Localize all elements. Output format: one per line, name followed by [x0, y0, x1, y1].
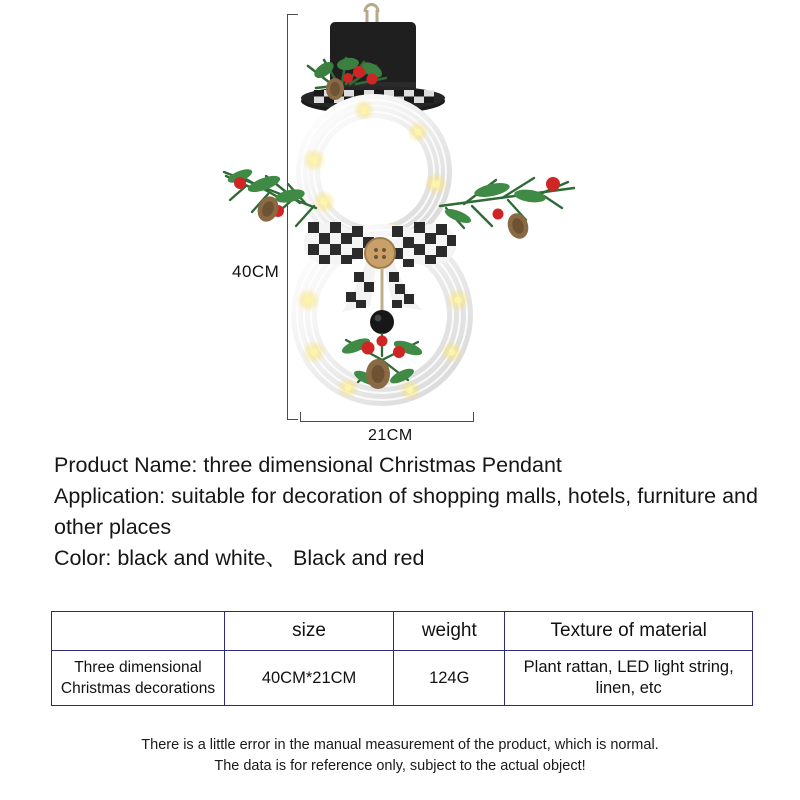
table-header-size: size	[224, 612, 393, 651]
table-header-row	[52, 612, 753, 651]
description-color: Color: black and white、 Black and red	[54, 546, 425, 570]
table-header-weight: weight	[394, 612, 505, 651]
table-header-texture: Texture of material	[505, 612, 753, 651]
specification-table	[51, 611, 753, 706]
description-product-name: Product Name: three dimensional Christmas Pendant	[54, 453, 562, 477]
cell-product-name: Three dimensional Christmas decorations	[52, 651, 225, 706]
table-header-name	[52, 612, 225, 651]
snowman-wreath-illustration	[196, 0, 616, 440]
table-row	[52, 651, 753, 706]
vertical-dimension-label: 40CM	[232, 262, 280, 281]
description-application: Application: suitable for decoration of shopping malls, hotels, furniture and other places	[54, 484, 758, 539]
cell-texture: Plant rattan, LED light string, linen, etc	[505, 651, 753, 706]
cell-size: 40CM*21CM	[224, 651, 393, 706]
disclaimer-line-1: There is a little error in the manual measurement of the product, which is normal.	[141, 737, 659, 753]
measurement-disclaimer	[0, 735, 800, 777]
product-description	[54, 450, 764, 574]
disclaimer-line-2: The data is for reference only, subject to the actual object!	[214, 758, 586, 774]
horizontal-dimension-label: 21CM	[368, 427, 413, 444]
cell-weight: 124G	[394, 651, 505, 706]
